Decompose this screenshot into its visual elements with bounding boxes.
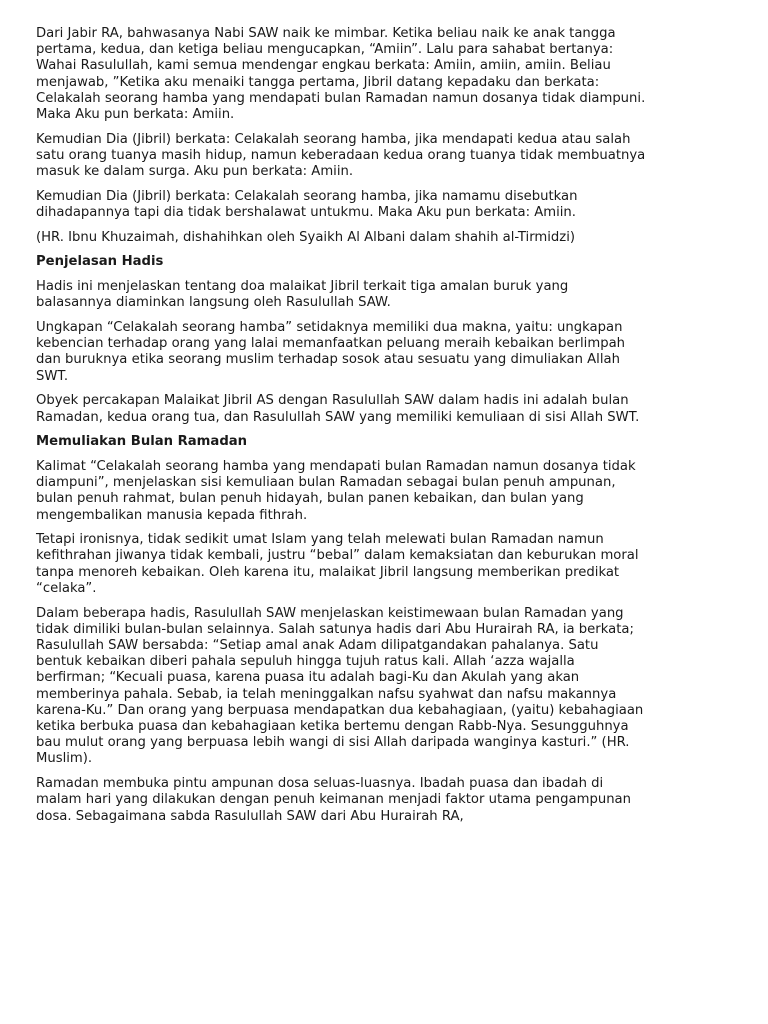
explanation-paragraph-1: Hadis ini menjelaskan tentang doa malaikat Jibril terkait tiga amalan buruk yang balasannya diaminkan langsung oleh Rasulullah SAW. [36,279,569,311]
explanation-paragraph-2: Ungkapan “Celakalah seorang hamba” setidaknya memiliki dua makna, yaitu: ungkapan kebencian terhadap orang yang lalai memanfaatkan peluang meraih kebaikan berlimpah dan buruknya etika seorang muslim terhadap sosok atau sesuatu yang dimuliakan Allah SWT. [36,320,626,384]
hadith-third-curse-paragraph: Kemudian Dia (Jibril) berkata: Celakalah seorang hamba, jika namamu disebutkan dihadapannya tapi dia tidak bershalawat untukmu. Maka Aku pun berkata: Amiin. [36,188,578,221]
explanation-paragraph-3: Obyek percakapan Malaikat Jibril AS dengan Rasulullah SAW dalam hadis ini adalah bulan Ramadan, kedua orang tua, dan Rasulullah SAW yang memiliki kemuliaan di sisi Allah SWT. [36,393,640,425]
ramadan-paragraph-3: Dalam beberapa hadis, Rasulullah SAW menjelaskan keistimewaan bulan Ramadan yang tidak dimiliki bulan-bulan selainnya. Salah satunya hadis dari Abu Hurairah RA, ia berkata; Rasulullah SAW bersabda: “Setiap amal anak Adam dilipatgandakan pahalanya. Satu bentuk kebaikan diberi pahala sepuluh hingga tujuh ratus kali. Allah ‘azza wajalla berfirman; “Kecuali puasa, karena puasa itu adalah bagi-Ku dan Akulah yang akan memberinya pahala. Sebab, ia telah meninggalkan nafsu syahwat dan nafsu makannya karena-Ku.” Dan orang yang berpuasa mendapatkan dua kebahagiaan, (yaitu) kebahagiaan ketika berbuka puasa dan kebahagiaan ketika bertemu dengan Rabb-Nya. Sesungguhnya bau mulut orang yang berpuasa lebih wangi di sisi Allah daripada wanginya kasturi.” (HR. Muslim). [36,605,644,767]
ramadan-paragraph-2: Tetapi ironisnya, tidak sedikit umat Islam yang telah melewati bulan Ramadan namun kefithrahan jiwanya tidak kembali, justru “bebal” dalam kemaksiatan dan keburukan moral tanpa menoreh kebaikan. Oleh karena itu, malaikat Jibril langsung memberikan predikat “celaka”. [36,532,639,596]
section-heading-explanation: Penjelasan Hadis [36,254,164,270]
hadith-narration-paragraph: Dari Jabir RA, bahwasanya Nabi SAW naik ke mimbar. Ketika beliau naik ke anak tangga pertama, kedua, dan ketiga beliau mengucapkan, “Amiin”. Lalu para sahabat bertanya: Wahai Rasulullah, kami semua mendengar engkau berkata: Amiin, amiin, amiin. Beliau menjawab, ”Ketika aku menaiki tangga pertama, Jibril datang kepadaku dan berkata: Celakalah seorang hamba yang mendapati bulan Ramadan namun dosanya tidak diampuni. Maka Aku pun berkata: Amiin. [36,26,646,123]
section-heading-ramadan: Memuliakan Bulan Ramadan [36,434,248,450]
document-page [36,26,736,833]
hadith-source-citation: (HR. Ibnu Khuzaimah, dishahihkan oleh Syaikh Al Albani dalam shahih al-Tirmidzi) [36,229,576,245]
ramadan-paragraph-4: Ramadan membuka pintu ampunan dosa seluas-luasnya. Ibadah puasa dan ibadah di malam hari yang dilakukan dengan penuh keimanan menjadi faktor utama pengampunan dosa. Sebagaimana sabda Rasulullah SAW dari Abu Hurairah RA, [36,776,631,824]
hadith-second-curse-paragraph: Kemudian Dia (Jibril) berkata: Celakalah seorang hamba, jika mendapati kedua atau salah satu orang tuanya masih hidup, namun keberadaan kedua orang tuanya tidak membuatnya masuk ke dalam surga. Aku pun berkata: Amiin. [36,131,646,180]
ramadan-paragraph-1: Kalimat “Celakalah seorang hamba yang mendapati bulan Ramadan namun dosanya tidak diampuni”, menjelaskan sisi kemuliaan bulan Ramadan sebagai bulan penuh ampunan, bulan penuh rahmat, bulan penuh hidayah, bulan panen kebaikan, dan bulan yang mengembalikan manusia kepada fithrah. [36,458,636,523]
